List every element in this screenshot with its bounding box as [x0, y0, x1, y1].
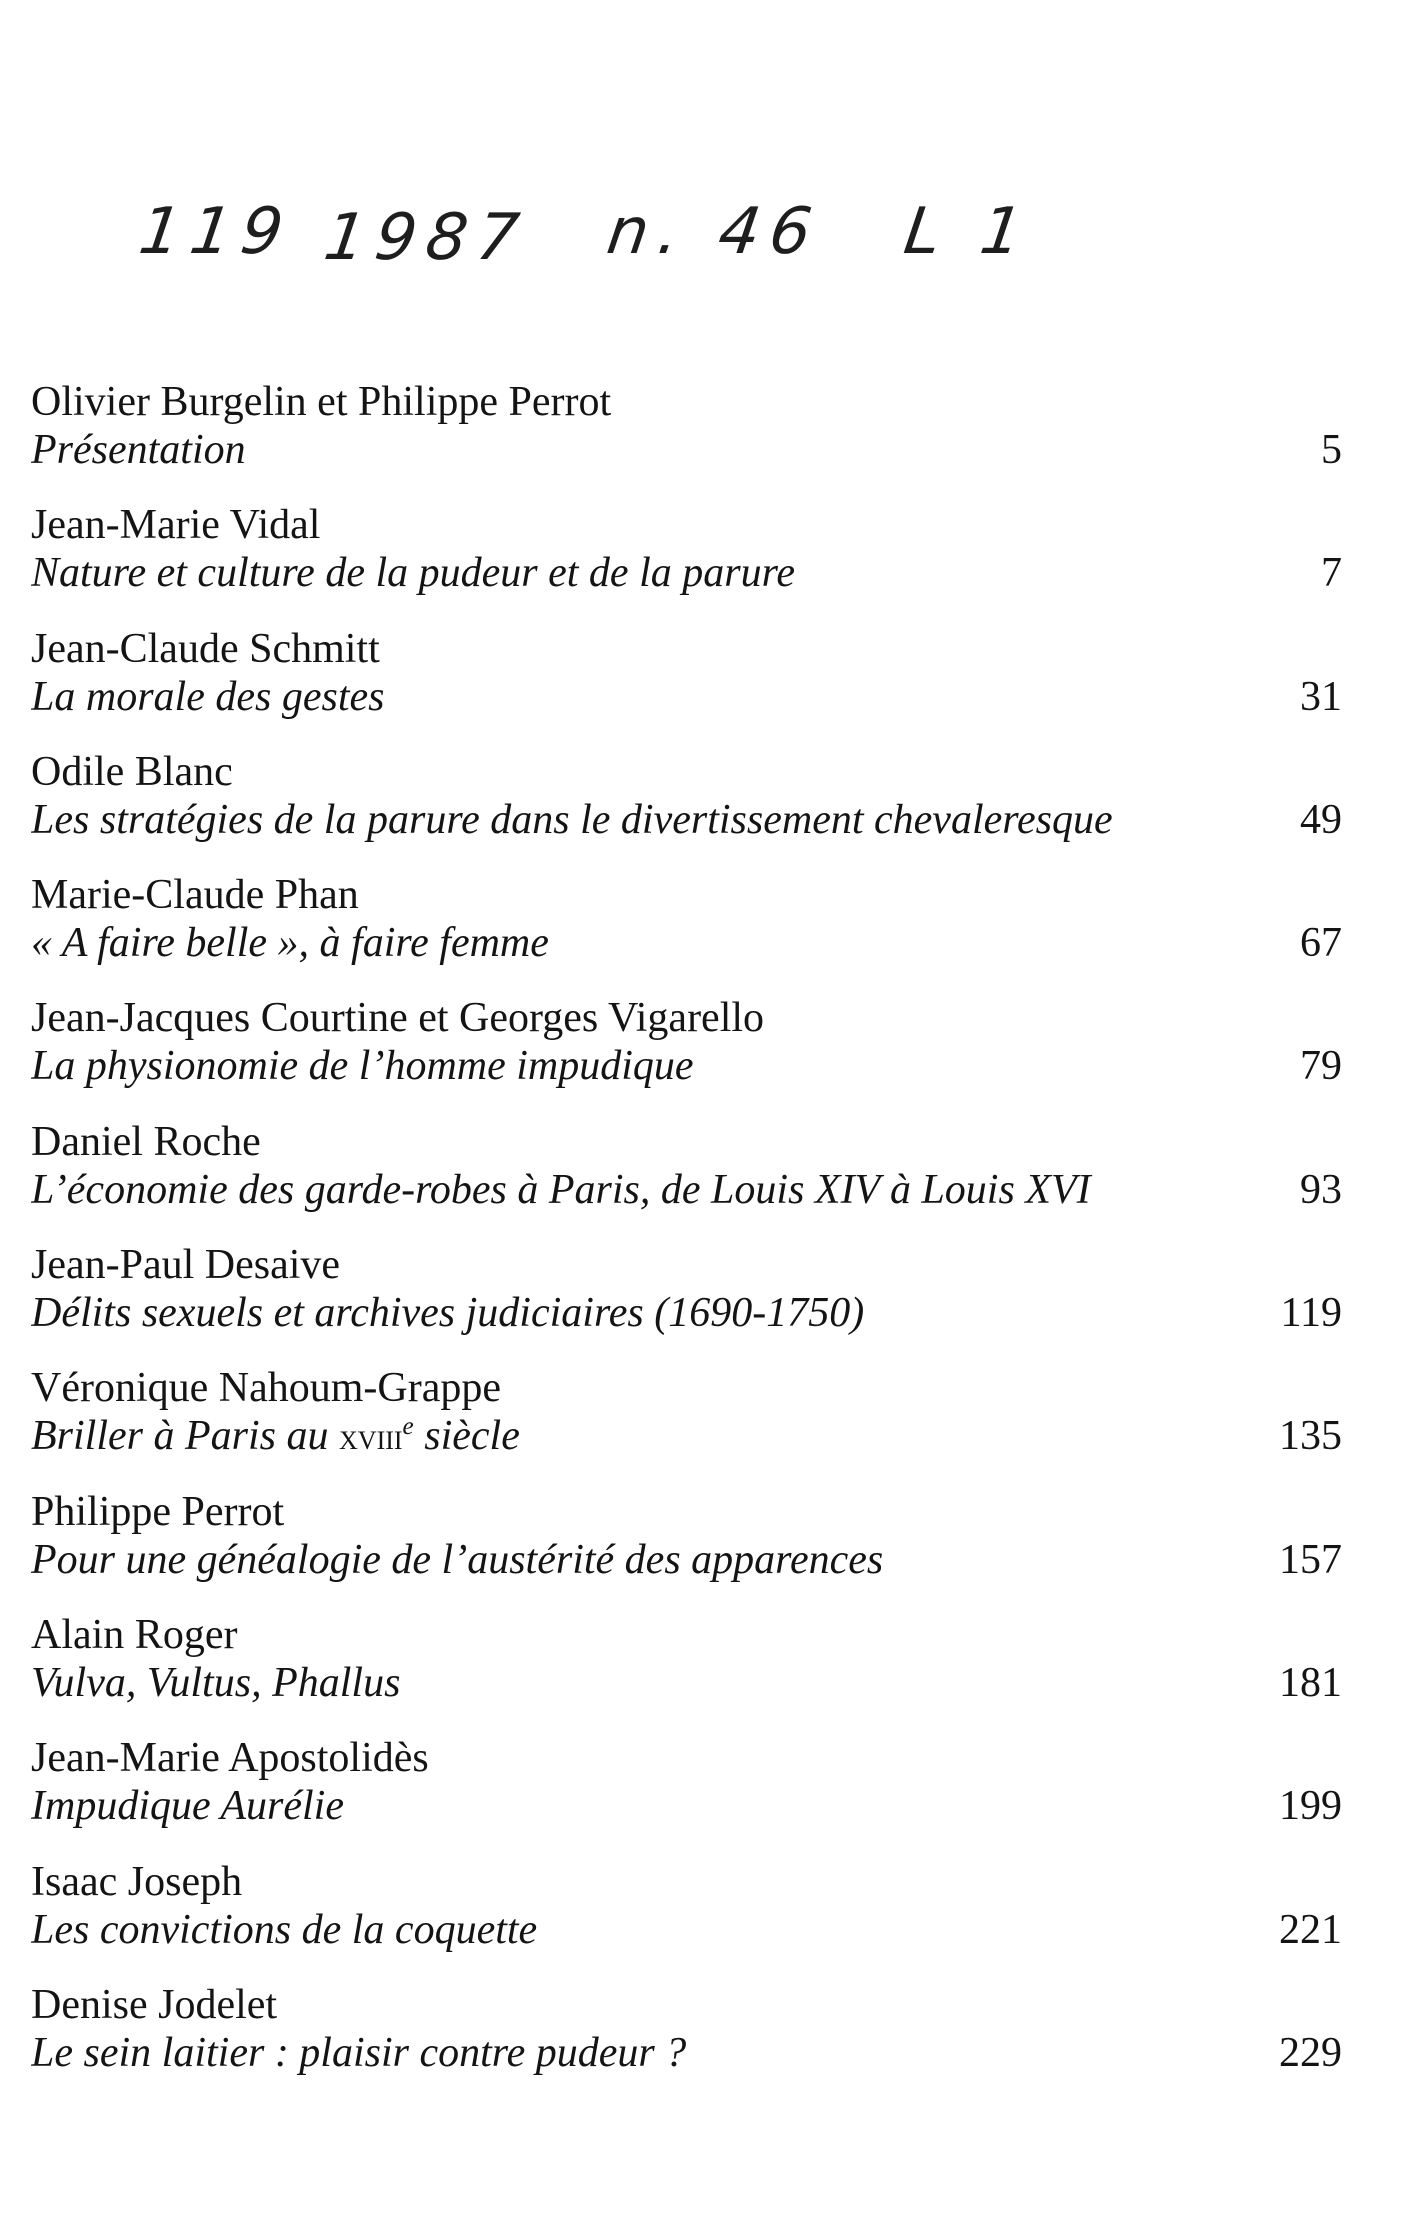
table-of-contents — [31, 378, 1342, 2104]
entry-author: Marie-Claude Phan — [31, 872, 359, 919]
entry-author: Olivier Burgelin et Philippe Perrot — [31, 379, 612, 425]
entry-title: Délits sexuels et archives judiciaires (1690-1750) — [31, 1290, 865, 1337]
entry-author: Jean-Claude Schmitt — [31, 625, 380, 672]
toc-entry — [31, 1611, 1342, 1734]
entry-title: Les convictions de la coquette — [31, 1906, 538, 1953]
entry-title-row — [31, 1782, 1342, 1830]
entry-author: Daniel Roche — [31, 1118, 261, 1165]
toc-entry — [31, 501, 1342, 624]
entry-page-number: 7 — [1321, 550, 1342, 597]
entry-title — [31, 1412, 1259, 1461]
entry-page-number: 181 — [1279, 1659, 1342, 1706]
entry-title: Vulva, Vultus, Phallus — [31, 1659, 401, 1706]
entry-title-row — [31, 1536, 1342, 1584]
annotation-part: L 1 — [899, 195, 1037, 269]
entry-page-number: 221 — [1279, 1906, 1342, 1953]
entry-author: Jean-Marie Vidal — [31, 502, 321, 549]
entry-title-row — [31, 426, 1342, 474]
entry-title: L’économie des garde-robes à Paris, de Louis XIV à Louis XVI — [31, 1166, 1091, 1213]
entry-title: « A faire belle », à faire femme — [31, 920, 549, 967]
toc-entry — [31, 1734, 1342, 1857]
entry-title-part: Briller à Paris au — [31, 1413, 340, 1460]
entry-title: Le sein laitier : plaisir contre pudeur ? — [31, 2029, 687, 2076]
entry-title: Présentation — [31, 427, 246, 473]
annotation-part: 1987 — [319, 201, 534, 275]
entry-title-row — [31, 919, 1342, 967]
entry-title-row — [31, 1659, 1342, 1707]
entry-author: Jean-Marie Apostolidès — [31, 1735, 429, 1782]
entry-title-row — [31, 673, 1342, 721]
entry-title: Les stratégies de la parure dans le divertissement chevaleresque — [31, 796, 1113, 843]
entry-title: La physionomie de l’homme impudique — [31, 1043, 694, 1090]
entry-author: Isaac Joseph — [31, 1858, 243, 1905]
annotation-part: n. 46 — [602, 195, 826, 269]
toc-entry — [31, 1118, 1342, 1241]
entry-title-century: xviii — [339, 1416, 403, 1459]
entry-page-number: 135 — [1279, 1413, 1342, 1460]
entry-title: Pour une généalogie de l’austérité des apparences — [31, 1536, 884, 1583]
toc-entry — [31, 1241, 1342, 1364]
entry-title: La morale des gestes — [31, 673, 385, 720]
entry-page-number: 67 — [1300, 920, 1342, 967]
toc-entry — [31, 1858, 1342, 1981]
toc-entry — [31, 994, 1342, 1117]
entry-title-row — [31, 1906, 1342, 1954]
entry-page-number: 49 — [1300, 796, 1342, 843]
toc-entry — [31, 1364, 1342, 1487]
entry-page-number: 119 — [1280, 1290, 1342, 1337]
toc-entry — [31, 748, 1342, 871]
entry-author: Odile Blanc — [31, 748, 233, 795]
entry-author: Véronique Nahoum-Grappe — [31, 1365, 501, 1412]
entry-title: Nature et culture de la pudeur et de la parure — [31, 550, 796, 597]
toc-entry — [31, 1488, 1342, 1611]
entry-page-number: 93 — [1300, 1166, 1342, 1213]
entry-page-number: 31 — [1300, 673, 1342, 720]
entry-author: Denise Jodelet — [31, 1981, 278, 2028]
entry-author: Alain Roger — [31, 1611, 238, 1658]
entry-author: Jean-Paul Desaive — [31, 1242, 341, 1289]
entry-author: Philippe Perrot — [31, 1488, 285, 1535]
entry-page-number: 229 — [1279, 2029, 1342, 2076]
annotation-part: 119 — [134, 195, 298, 269]
entry-author: Jean-Jacques Courtine et Georges Vigarello — [31, 995, 765, 1042]
entry-page-number: 157 — [1279, 1536, 1342, 1583]
entry-title-part: siècle — [413, 1413, 520, 1460]
toc-entry — [31, 871, 1342, 994]
entry-title-row — [31, 1412, 1342, 1460]
entry-page-number: 5 — [1321, 427, 1342, 473]
entry-title-row — [31, 2029, 1342, 2077]
entry-title-row — [31, 796, 1342, 844]
entry-title: Impudique Aurélie — [31, 1783, 344, 1830]
handwritten-annotation — [0, 196, 1420, 276]
entry-page-number: 79 — [1300, 1043, 1342, 1090]
entry-title-row — [31, 549, 1342, 597]
entry-title-row — [31, 1289, 1342, 1337]
entry-title-row — [31, 1166, 1342, 1214]
toc-entry — [31, 625, 1342, 748]
entry-title-superscript: e — [402, 1413, 414, 1441]
toc-entry — [31, 1981, 1342, 2104]
entry-page-number: 199 — [1279, 1783, 1342, 1830]
entry-title-row — [31, 1042, 1342, 1090]
toc-entry — [31, 378, 1342, 501]
